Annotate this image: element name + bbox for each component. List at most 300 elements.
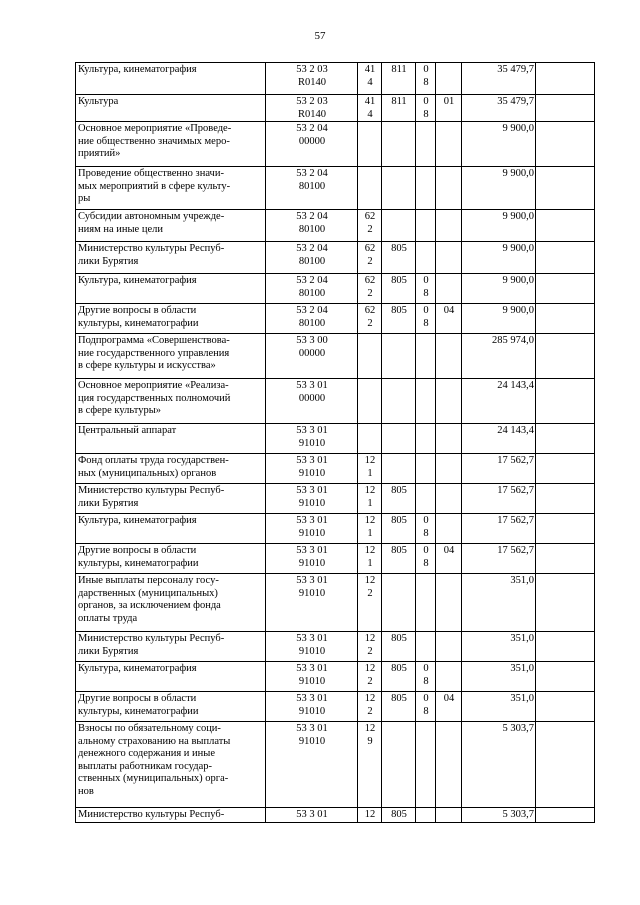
cell-name-line: лики Бурятия	[78, 497, 139, 509]
cell-target-code	[266, 63, 358, 95]
cell-ministry-code: 811	[382, 63, 416, 95]
cell-target-code-line: 53 3 01	[296, 693, 328, 704]
cell-name	[76, 242, 266, 274]
cell-name	[76, 122, 266, 167]
cell-name	[76, 167, 266, 210]
cell-target-code-line: 53 3 01	[296, 663, 328, 674]
cell-target-code	[266, 424, 358, 454]
cell-name	[76, 514, 266, 544]
cell-expense-type-line: 12	[364, 545, 376, 556]
cell-section-line: 0	[423, 515, 429, 526]
cell-section-line: 0	[423, 275, 429, 286]
cell-name-line: денежного содержания и иные	[78, 748, 215, 759]
cell-target-code-line: 91010	[298, 735, 326, 747]
cell-name-line: Фонд оплаты труда государствен-	[78, 455, 229, 466]
cell-amount: 35 479,7	[462, 95, 536, 122]
cell-section	[416, 304, 436, 334]
cell-name-line: Культура, кинематография	[78, 64, 197, 75]
cell-target-code	[266, 692, 358, 722]
cell-expense-type-line: 12	[364, 663, 376, 674]
cell-name	[76, 304, 266, 334]
cell-name-line: Культура, кинематография	[78, 515, 197, 526]
cell-name-line: Субсидии автономным учрежде-	[78, 211, 225, 222]
cell-subsection	[436, 63, 462, 95]
cell-name-line: в сфере культуры и искусства»	[78, 360, 216, 371]
cell-amount: 351,0	[462, 692, 536, 722]
cell-name-line: Культура, кинематография	[78, 663, 197, 674]
cell-subsection	[436, 514, 462, 544]
cell-expense-type	[358, 632, 382, 662]
cell-name-line: культуры, кинематографии	[78, 705, 199, 717]
cell-section	[416, 424, 436, 454]
cell-target-code-line: 53 3 01	[296, 485, 328, 496]
cell-section	[416, 122, 436, 167]
cell-target-code	[266, 544, 358, 574]
table-row	[76, 574, 595, 632]
cell-name	[76, 379, 266, 424]
cell-section	[416, 167, 436, 210]
cell-expense-type	[358, 334, 382, 379]
cell-expense-type	[358, 808, 382, 823]
cell-target-code-line: 00000	[298, 135, 326, 147]
cell-target-code-line: 80100	[298, 223, 326, 235]
cell-target-code-line: 53 3 01	[296, 723, 328, 734]
cell-expense-type	[358, 274, 382, 304]
cell-target-code-line: 53 3 01	[296, 455, 328, 466]
cell-name	[76, 334, 266, 379]
cell-target-code-line: 53 3 01	[296, 515, 328, 526]
cell-target-code-line: 53 3 01	[296, 633, 328, 644]
cell-section	[416, 379, 436, 424]
cell-expense-type	[358, 95, 382, 122]
cell-empty	[536, 334, 595, 379]
cell-amount: 24 143,4	[462, 379, 536, 424]
cell-ministry-code	[382, 122, 416, 167]
cell-amount: 9 900,0	[462, 274, 536, 304]
table-row	[76, 632, 595, 662]
cell-section-line: 0	[423, 663, 429, 674]
cell-empty	[536, 424, 595, 454]
cell-target-code-line: 53 3 01	[296, 809, 328, 820]
cell-target-code-line: 91010	[298, 527, 326, 539]
cell-target-code	[266, 454, 358, 484]
cell-section-line: 8	[423, 527, 429, 539]
cell-name-line: приятий»	[78, 148, 121, 159]
cell-target-code-line: R0140	[297, 76, 326, 88]
cell-amount: 285 974,0	[462, 334, 536, 379]
cell-section	[416, 210, 436, 242]
cell-empty	[536, 544, 595, 574]
cell-target-code-line: 53 3 01	[296, 380, 328, 391]
cell-name-line: Иные выплаты персоналу госу-	[78, 575, 219, 586]
cell-name	[76, 662, 266, 692]
cell-expense-type	[358, 424, 382, 454]
cell-amount: 17 562,7	[462, 514, 536, 544]
cell-amount: 9 900,0	[462, 304, 536, 334]
cell-subsection	[436, 574, 462, 632]
cell-name-line: ция государственных полномочий	[78, 392, 231, 404]
cell-section	[416, 574, 436, 632]
cell-name-line: Другие вопросы в области	[78, 305, 197, 316]
cell-ministry-code	[382, 167, 416, 210]
cell-target-code	[266, 632, 358, 662]
cell-ministry-code	[382, 210, 416, 242]
cell-name-line: Проведение общественно значи-	[78, 168, 224, 179]
cell-target-code-line: 53 3 00	[296, 335, 328, 346]
cell-empty	[536, 662, 595, 692]
cell-expense-type-line: 2	[367, 287, 373, 299]
cell-subsection: 01	[436, 95, 462, 122]
cell-empty	[536, 722, 595, 808]
cell-expense-type	[358, 692, 382, 722]
table-row	[76, 544, 595, 574]
cell-subsection	[436, 722, 462, 808]
cell-name	[76, 454, 266, 484]
cell-expense-type	[358, 514, 382, 544]
cell-expense-type-line: 2	[367, 255, 373, 267]
budget-table	[75, 62, 595, 823]
cell-subsection	[436, 167, 462, 210]
cell-name-line: мых мероприятий в сфере культу-	[78, 180, 231, 192]
cell-name	[76, 95, 266, 122]
cell-ministry-code: 805	[382, 662, 416, 692]
cell-target-code	[266, 95, 358, 122]
cell-expense-type-line: 62	[364, 243, 376, 254]
cell-ministry-code: 805	[382, 692, 416, 722]
cell-section-line: 8	[423, 705, 429, 717]
cell-name	[76, 63, 266, 95]
table-row	[76, 722, 595, 808]
cell-expense-type-line: 12	[364, 575, 376, 586]
cell-target-code	[266, 274, 358, 304]
cell-empty	[536, 167, 595, 210]
table-row	[76, 454, 595, 484]
cell-empty	[536, 379, 595, 424]
cell-name-line: альному страхованию на выплаты	[78, 735, 231, 747]
table-row	[76, 167, 595, 210]
cell-target-code	[266, 242, 358, 274]
cell-target-code-line: 53 2 04	[296, 305, 328, 316]
cell-section-line: 0	[423, 64, 429, 75]
cell-target-code-line: 53 3 01	[296, 545, 328, 556]
cell-section	[416, 662, 436, 692]
table-row	[76, 210, 595, 242]
cell-expense-type-line: 12	[364, 455, 376, 466]
cell-name-line: Основное мероприятие «Проведе-	[78, 123, 232, 134]
cell-target-code-line: 53 2 03	[296, 64, 328, 75]
cell-expense-type-line: 2	[367, 317, 373, 329]
table-row	[76, 122, 595, 167]
cell-expense-type	[358, 574, 382, 632]
cell-target-code	[266, 514, 358, 544]
cell-target-code-line: 80100	[298, 180, 326, 192]
cell-name	[76, 274, 266, 304]
cell-expense-type-line: 2	[367, 645, 373, 657]
cell-subsection	[436, 122, 462, 167]
cell-section-line: 0	[423, 545, 429, 556]
cell-target-code-line: 91010	[298, 437, 326, 449]
cell-expense-type-line: 2	[367, 587, 373, 599]
cell-target-code-line: 91010	[298, 587, 326, 599]
page-number: 57	[314, 30, 326, 42]
cell-subsection	[436, 484, 462, 514]
cell-target-code-line: 53 2 04	[296, 275, 328, 286]
cell-empty	[536, 484, 595, 514]
cell-name	[76, 210, 266, 242]
cell-name-line: ние государственного управления	[78, 347, 230, 359]
cell-section-line: 8	[423, 317, 429, 329]
cell-name-line: лики Бурятия	[78, 645, 139, 657]
cell-amount: 9 900,0	[462, 242, 536, 274]
cell-expense-type	[358, 662, 382, 692]
cell-target-code-line: 53 3 01	[296, 575, 328, 586]
cell-empty	[536, 95, 595, 122]
cell-target-code	[266, 484, 358, 514]
cell-name-line: Другие вопросы в области	[78, 693, 197, 704]
cell-expense-type-line: 12	[364, 723, 376, 734]
cell-expense-type	[358, 722, 382, 808]
cell-section-line: 8	[423, 76, 429, 88]
cell-expense-type-line: 12	[364, 809, 376, 820]
table-row	[76, 63, 595, 95]
cell-ministry-code: 805	[382, 514, 416, 544]
cell-name	[76, 544, 266, 574]
cell-name	[76, 808, 266, 823]
table-row	[76, 424, 595, 454]
cell-subsection	[436, 808, 462, 823]
cell-expense-type-line: 2	[367, 705, 373, 717]
cell-target-code-line: 53 2 04	[296, 243, 328, 254]
cell-expense-type-line: 2	[367, 675, 373, 687]
cell-section	[416, 722, 436, 808]
table-row	[76, 242, 595, 274]
cell-section	[416, 95, 436, 122]
cell-empty	[536, 692, 595, 722]
cell-name	[76, 632, 266, 662]
table-row	[76, 808, 595, 823]
cell-target-code	[266, 808, 358, 823]
cell-expense-type-line: 1	[367, 527, 373, 539]
cell-name-line: лики Бурятия	[78, 255, 139, 267]
cell-name-line: Культура, кинематография	[78, 275, 197, 286]
table-row	[76, 274, 595, 304]
cell-target-code	[266, 662, 358, 692]
cell-section-line: 8	[423, 675, 429, 687]
cell-subsection	[436, 242, 462, 274]
cell-name-line: ниям на иные цели	[78, 223, 163, 235]
cell-section	[416, 274, 436, 304]
table-row	[76, 334, 595, 379]
cell-section	[416, 544, 436, 574]
cell-empty	[536, 454, 595, 484]
cell-name	[76, 722, 266, 808]
table-body	[76, 63, 595, 823]
cell-subsection	[436, 662, 462, 692]
cell-name	[76, 484, 266, 514]
cell-expense-type-line: 12	[364, 485, 376, 496]
cell-expense-type-line: 2	[367, 223, 373, 235]
cell-expense-type-line: 12	[364, 515, 376, 526]
cell-expense-type-line: 1	[367, 557, 373, 569]
cell-target-code	[266, 574, 358, 632]
cell-section	[416, 242, 436, 274]
cell-section-line: 8	[423, 557, 429, 569]
cell-empty	[536, 632, 595, 662]
cell-target-code-line: 80100	[298, 317, 326, 329]
cell-expense-type	[358, 304, 382, 334]
cell-subsection	[436, 424, 462, 454]
cell-amount: 35 479,7	[462, 63, 536, 95]
cell-target-code	[266, 210, 358, 242]
cell-target-code-line: 91010	[298, 645, 326, 657]
cell-expense-type	[358, 454, 382, 484]
cell-amount: 9 900,0	[462, 167, 536, 210]
cell-name-line: выплаты работникам государ-	[78, 760, 213, 772]
cell-subsection: 04	[436, 544, 462, 574]
cell-name	[76, 574, 266, 632]
cell-name-line: оплаты труда	[78, 612, 138, 624]
cell-ministry-code: 805	[382, 544, 416, 574]
table-row	[76, 484, 595, 514]
cell-section	[416, 808, 436, 823]
cell-ministry-code	[382, 574, 416, 632]
cell-empty	[536, 274, 595, 304]
cell-empty	[536, 63, 595, 95]
cell-expense-type	[358, 544, 382, 574]
cell-expense-type-line: 12	[364, 633, 376, 644]
cell-name-line: Министерство культуры Респуб-	[78, 809, 225, 820]
cell-section-line: 8	[423, 108, 429, 120]
cell-target-code-line: 91010	[298, 497, 326, 509]
cell-name-line: органов, за исключением фонда	[78, 600, 221, 611]
cell-target-code-line: 53 2 04	[296, 211, 328, 222]
cell-name-line: дарственных (муниципальных)	[78, 587, 218, 599]
cell-empty	[536, 574, 595, 632]
cell-empty	[536, 210, 595, 242]
cell-expense-type	[358, 210, 382, 242]
cell-amount: 24 143,4	[462, 424, 536, 454]
cell-expense-type-line: 41	[364, 96, 376, 107]
cell-target-code-line: 80100	[298, 255, 326, 267]
cell-target-code-line: 53 2 04	[296, 168, 328, 179]
cell-name-line: нов	[78, 785, 94, 797]
cell-expense-type	[358, 63, 382, 95]
cell-section	[416, 63, 436, 95]
cell-target-code-line: 80100	[298, 287, 326, 299]
cell-ministry-code: 805	[382, 304, 416, 334]
cell-section	[416, 692, 436, 722]
cell-ministry-code: 805	[382, 274, 416, 304]
cell-expense-type-line: 62	[364, 211, 376, 222]
cell-expense-type	[358, 484, 382, 514]
cell-empty	[536, 514, 595, 544]
cell-empty	[536, 808, 595, 823]
cell-target-code-line: 53 2 03	[296, 96, 328, 107]
cell-expense-type-line: 1	[367, 497, 373, 509]
cell-subsection: 04	[436, 692, 462, 722]
cell-target-code-line: 00000	[298, 392, 326, 404]
cell-ministry-code: 811	[382, 95, 416, 122]
cell-subsection	[436, 454, 462, 484]
cell-subsection: 04	[436, 304, 462, 334]
cell-expense-type	[358, 122, 382, 167]
table-row	[76, 379, 595, 424]
cell-target-code-line: 91010	[298, 557, 326, 569]
cell-expense-type-line: 12	[364, 693, 376, 704]
cell-expense-type	[358, 379, 382, 424]
cell-amount: 351,0	[462, 632, 536, 662]
cell-target-code	[266, 304, 358, 334]
cell-name-line: Другие вопросы в области	[78, 545, 197, 556]
cell-expense-type	[358, 242, 382, 274]
cell-subsection	[436, 379, 462, 424]
cell-section	[416, 514, 436, 544]
cell-expense-type-line: 4	[367, 76, 373, 88]
table-row	[76, 662, 595, 692]
cell-ministry-code	[382, 424, 416, 454]
cell-name-line: Основное мероприятие «Реализа-	[78, 380, 229, 391]
cell-amount: 9 900,0	[462, 122, 536, 167]
cell-target-code	[266, 122, 358, 167]
cell-ministry-code	[382, 379, 416, 424]
cell-section-line: 0	[423, 693, 429, 704]
cell-amount: 17 562,7	[462, 544, 536, 574]
cell-section-line: 0	[423, 96, 429, 107]
cell-target-code	[266, 379, 358, 424]
cell-amount: 17 562,7	[462, 484, 536, 514]
cell-amount: 351,0	[462, 574, 536, 632]
cell-name-line: Взносы по обязательному соци-	[78, 723, 221, 734]
cell-ministry-code: 805	[382, 632, 416, 662]
cell-name-line: Министерство культуры Респуб-	[78, 485, 225, 496]
table-row	[76, 514, 595, 544]
cell-name-line: культуры, кинематографии	[78, 317, 199, 329]
cell-name-line: Культура	[78, 96, 119, 107]
cell-amount: 9 900,0	[462, 210, 536, 242]
cell-target-code-line: 91010	[298, 675, 326, 687]
cell-target-code-line: R0140	[297, 108, 326, 120]
cell-name	[76, 692, 266, 722]
cell-empty	[536, 242, 595, 274]
cell-name-line: культуры, кинематографии	[78, 557, 199, 569]
cell-subsection	[436, 210, 462, 242]
cell-amount: 5 303,7	[462, 808, 536, 823]
cell-name	[76, 424, 266, 454]
cell-expense-type-line: 9	[367, 735, 373, 747]
cell-section	[416, 454, 436, 484]
cell-name-line: ние общественно значимых меро-	[78, 135, 230, 147]
cell-ministry-code: 805	[382, 808, 416, 823]
cell-target-code-line: 91010	[298, 467, 326, 479]
cell-expense-type-line: 62	[364, 305, 376, 316]
cell-name-line: в сфере культуры»	[78, 405, 161, 416]
cell-target-code-line: 91010	[298, 705, 326, 717]
cell-expense-type	[358, 167, 382, 210]
table-row	[76, 692, 595, 722]
cell-name-line: Подпрограмма «Совершенствова-	[78, 335, 230, 346]
cell-subsection	[436, 274, 462, 304]
cell-name-line: ры	[78, 193, 91, 204]
cell-name-line: Министерство культуры Респуб-	[78, 633, 225, 644]
cell-target-code-line: 53 3 01	[296, 425, 328, 436]
table-row	[76, 95, 595, 122]
cell-name-line: ных (муниципальных) органов	[78, 467, 217, 479]
cell-section-line: 8	[423, 287, 429, 299]
cell-target-code	[266, 722, 358, 808]
cell-section	[416, 484, 436, 514]
cell-expense-type-line: 4	[367, 108, 373, 120]
cell-ministry-code	[382, 334, 416, 379]
